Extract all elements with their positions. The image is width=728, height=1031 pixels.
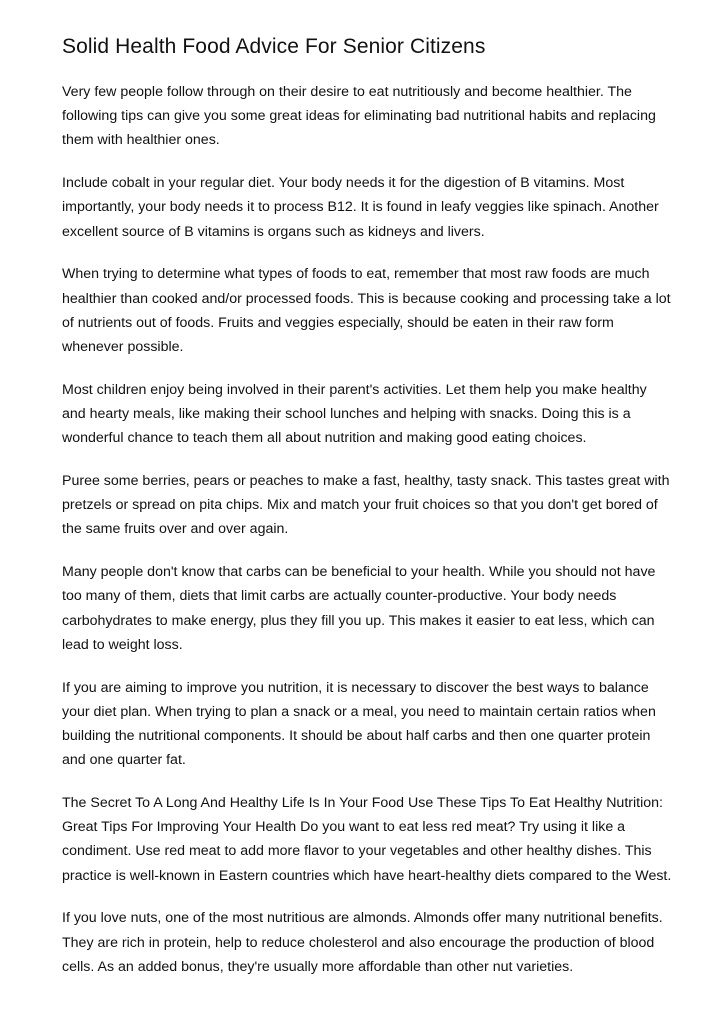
paragraph-cobalt: Include cobalt in your regular diet. Your body needs it for the digestion of B vitamins. Most importantly, your body needs it to process B12. It is found in leafy veggies like spinach. Another excellent source of B vitamins is organs such as kidneys and livers. xyxy=(62,175,659,240)
paragraph-children: Most children enjoy being involved in their parent's activities. Let them help you make healthy and hearty meals, like making their school lunches and helping with snacks. Doing this is a wonderful chance to teach them all about nutrition and making good eating choices. xyxy=(62,381,647,447)
paragraph-red-meat: The Secret To A Long And Healthy Life Is In Your Food Use These Tips To Eat Healthy Nutrition: Great Tips For Improving Your Health Do you want to eat less red meat? Try using it like a condiment. Use red meat to add more flavor to your vegetables and other healthy dishes. This practice is well-known in Eastern countries which have heart-healthy diets compared to the West. xyxy=(62,795,672,884)
paragraph-puree: Puree some berries, pears or peaches to make a fast, healthy, tasty snack. This tastes great with pretzels or spread on pita chips. Mix and match your fruit choices so that you don't get bored of the same fruits over and over again. xyxy=(62,473,670,538)
paragraph-raw-foods: When trying to determine what types of foods to eat, remember that most raw foods are much healthier than cooked and/or processed foods. This is because cooking and processing take a lot of nutrients out of foods. Fruits and veggies especially, should be eaten in their raw form whenever possible. xyxy=(62,266,671,356)
paragraph-almonds: If you love nuts, one of the most nutritious are almonds. Almonds offer many nutritional benefits. They are rich in protein, help to reduce cholesterol and also encourage the production of blood cells. As an added bonus, they're usually more affordable than other nut varieties. xyxy=(62,910,663,975)
document-title: Solid Health Food Advice For Senior Citizens xyxy=(62,35,486,58)
document-page xyxy=(62,34,674,998)
paragraph-intro: Very few people follow through on their desire to eat nutritiously and become healthier. The following tips can give you some great ideas for eliminating bad nutritional habits and replacing them with healthier ones. xyxy=(62,84,656,149)
paragraph-carbs: Many people don't know that carbs can be beneficial to your health. While you should not have too many of them, diets that limit carbs are actually counter-productive. Your body needs carbohydrates to make energy, plus they fill you up. This makes it easier to eat less, which can lead to weight loss. xyxy=(62,564,656,653)
paragraph-balance: If you are aiming to improve you nutrition, it is necessary to discover the best ways to balance your diet plan. When trying to plan a snack or a meal, you need to maintain certain ratios when building the nutritional components. It should be about half carbs and then one quarter protein and one quarter fat. xyxy=(62,679,656,769)
